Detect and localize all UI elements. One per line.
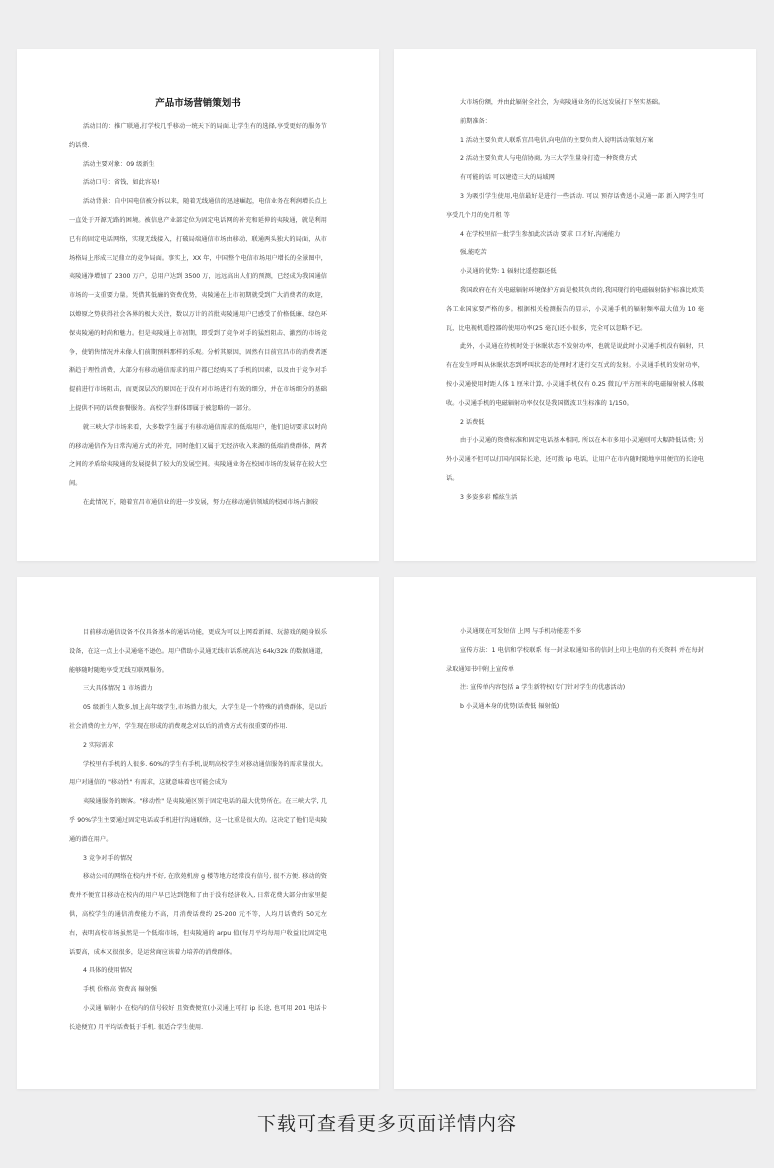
paragraph: 2 活动主要负责人与电信协商, 为三大学生量身打造一种资费方式 bbox=[460, 155, 637, 163]
paragraph: 1 活动主要负责人联系宜昌电信,向电信的主要负责人说明活动策划方案 bbox=[460, 136, 654, 144]
paragraph: 宣传方法：1 电信和学校联系 每一封录取通知书的信封上印上电信的有关资料 并在每封录取通知书中附上宣传单 bbox=[446, 646, 704, 673]
paragraph: 三大具体情况 1 市场潜力 bbox=[83, 685, 153, 693]
paragraph: 在此情况下，随着宜昌市通信业的进一步发展，努力在移动通信领域的校园市场占据较 bbox=[83, 498, 319, 506]
page-content bbox=[446, 623, 704, 717]
paragraph: 3 多姿多彩 酷炫生活 bbox=[460, 493, 518, 501]
paragraph: 目前移动通信设备不仅具备基本的通话功能，更成为可以上网看新闻、玩游戏的随身娱乐设备，在这一点上小灵通毫不逊色。用户借助小灵通无线市话系统高达 64k/32k 的数据通道，能够随时随地享受无线互联网服务。 bbox=[69, 629, 327, 674]
paragraph: 小灵通的优势: 1 辐射比遥控器还低 bbox=[460, 268, 557, 276]
paragraph: 夷陵通服务的顾客。"移动性" 是夷陵通区别于固定电话的最大优势所在。在三峡大学, 几乎 90%学生主要通过固定电话或手机进行沟通联络，这一比重是很大的。这决定了他们是夷陵通的潜在用户。 bbox=[69, 798, 327, 843]
paragraph: 强,能吃苦 bbox=[460, 249, 487, 257]
paragraph: 注: 宣传单内容包括 a 学生新特权(专门针对学生的优惠活动) bbox=[460, 684, 626, 692]
paragraph: 2 话费低 bbox=[460, 418, 485, 426]
paragraph: 活动背景：自中国电信被分拆以来，随着无线通信的迅速崛起，电信业务在利润增长点上一直处于开源无路的困境。被信息产业部定位为固定电话网的补充和延伸的夷陵通，就是利用已有的固定电话网络，实现无线接入，打破局端通信市场由移动、联通两头独大的局面，从市场格局上形成三足鼎立的竞争局面。事实上，XX 年，中国整个电信市场用户增长的全景图中，夷陵通净增加了 2300 万户，总用户达到 3500 万，远远高出人们的预测，已经成为我国通信市场的一支重要力量。凭借其低廉的资费优势，夷陵通在上市初期就受到广大消费者的欢迎，以燎原之势获得社会各界的极大关注，数以万计的首批夷陵通用户已感受了价格低廉、绿色环保夷陵通的时尚和魅力。但是夷陵通上市初期，即受到了竞争对手的猛烈阻击、激烈的市场竞争，使销售情况并未像人们前期预料那样的乐观。分析其原因，固然有目前宜昌市的消费者逐渐趋于理性消费，大部分有移动通信需求的用户都已经购买了手机的因素，以及由于竞争对手提前进行市场阻击，而更深层次的原因在于没有对市场进行有效的细分，并在市场细分的基础上提供不同的话费套餐服务。高校学生群体即属于被忽略的一部分。 bbox=[69, 198, 327, 412]
paragraph: 有可能的话 可以建造三大的局域网 bbox=[460, 174, 555, 182]
paragraph: 由于小灵通的资费标准和固定电话基本相同, 所以在本市多用小灵通则可大幅降低话费; 另外小灵通不但可以打国内国际长途，还可拨 ip 电话，让用户在市内随时随地享用便宜的长途电话。 bbox=[446, 437, 704, 482]
paragraph: 就三峡大学市场来看，大多数学生属于有移动通信需求的低端用户，他们迫切要求以时尚的移动通信作为日常沟通方式的补充，同时他们又属于无经济收入来源的低端消费群体，两者之间的矛盾给夷陵通的发展提供了较大的发展空间。夷陵通业务在校园市场的发展存在较大空间。 bbox=[69, 423, 327, 488]
paragraph: 小灵通 辐射小 在校内的信号较好 且资费便宜(小灵通上可打 ip 长途, 也可用 201 电话卡 长途便宜) 月平均话费低于手机. 很适合学生使用. bbox=[69, 1004, 327, 1031]
paragraph: 移动公司的网络在校内并不好, 在欣苑机房 g 楼等地方经常没有信号, 很不方便. 移动的资费并不便宜目移动在校内的用户早已达到饱和了由于没有经济收入, 日常花费大部分由家里提供，高校学生的通信消费能力不高，月消费话费约 25-200 元不等，人均月话费约 50元左右，表明高校市场虽然是一个低端市场，但夷陵通的 arpu 值(每月平均每用户收益)比固定电话要高，成本又很很多，是运营商应该着力培养的消费群体。 bbox=[69, 873, 327, 956]
paragraph: 活动目的：推广联通,打学校几乎移动一统天下的局面.让学生有的选择,享受更好的服务节约话费. bbox=[69, 123, 327, 149]
page-content bbox=[446, 94, 704, 508]
document-page-4 bbox=[394, 577, 756, 1089]
paragraph: 前期准备： bbox=[460, 117, 491, 125]
paragraph: 3 为吸引学生使用,电信最好是进行一些活动. 可以 预存话费送小灵通一部 新入网学生可享受几个月的免月租 等 bbox=[446, 192, 704, 219]
paragraph: 3 竞争对手的情况 bbox=[83, 854, 133, 862]
page-content bbox=[69, 97, 327, 513]
document-page-1 bbox=[17, 49, 379, 561]
paragraph: 小灵通现在可发短信 上网 与手机功能差不多 bbox=[460, 628, 582, 635]
download-more-prompt[interactable]: 下载可查看更多页面详情内容 bbox=[256, 1113, 517, 1135]
paragraph: 活动口号：省钱、如此容易! bbox=[83, 179, 160, 187]
document-page-2 bbox=[394, 49, 756, 561]
paragraph: 05 级新生人数多,加上高年级学生,市场潜力很大，大学生是一个特殊的消费群体，是以后社会消费的主力军，学生现在形成的消费观念对以后的消费方式有很重要的作用. bbox=[69, 704, 327, 730]
paragraph: 此外，小灵通在待机时处于休眠状态不发射功率，也就是说此时小灵通手机没有辐射，只有在发生呼叫从休眠状态到呼叫状态的处理时才进行交互式的发射。小灵通手机的发射功率，按小灵通使用时距人体 1 厘米计算, 小灵通手机仅有 0.25 微瓦/平方厘米的电磁辐射被人体吸收。小灵通手机的电磁辐射功率仅仅是我国微波卫生标准的 1/150。 bbox=[446, 343, 704, 407]
paragraph: 手机 价格高 资费高 辐射强 bbox=[83, 986, 157, 994]
paragraph: 学校里有手机的人很多. 60%的学生有手机,说明高校学生对移动通信服务的需求量很大。用户对通信的 "移动性" 有需求，这就意味着也可能会成为 bbox=[69, 760, 327, 787]
document-page-3 bbox=[17, 577, 379, 1089]
page-content bbox=[69, 624, 327, 1038]
paragraph: b 小灵通本身的优势(话费低 辐射低) bbox=[460, 703, 560, 711]
paragraph: 大市场份额，并由此辐射全社会，为夷陵通业务的长远发展打下坚实基础。 bbox=[460, 99, 665, 106]
paragraph: 活动主要对象：09 级新生 bbox=[83, 160, 155, 168]
document-title: 产品市场营销策划书 bbox=[155, 98, 241, 109]
paragraph: 2 实际需求 bbox=[83, 741, 114, 749]
paragraph: 我国政府在有关电磁辐射环境保护方面是极其负责的,我国现行的电磁辐射防护标准比欧美各工业国家要严格的多。根据相关检测报告的显示，小灵通手机的辐射频率最大值为 10 毫瓦，比电视机遥控器的使用功率(25 毫瓦)还小很多，完全可以忽略不记。 bbox=[446, 286, 704, 332]
paragraph: 4 在学校里招一批学生参加此次活动 要求 口才好,沟通能力 bbox=[460, 230, 621, 238]
paragraph: 4 具体的使用情况 bbox=[83, 967, 133, 975]
